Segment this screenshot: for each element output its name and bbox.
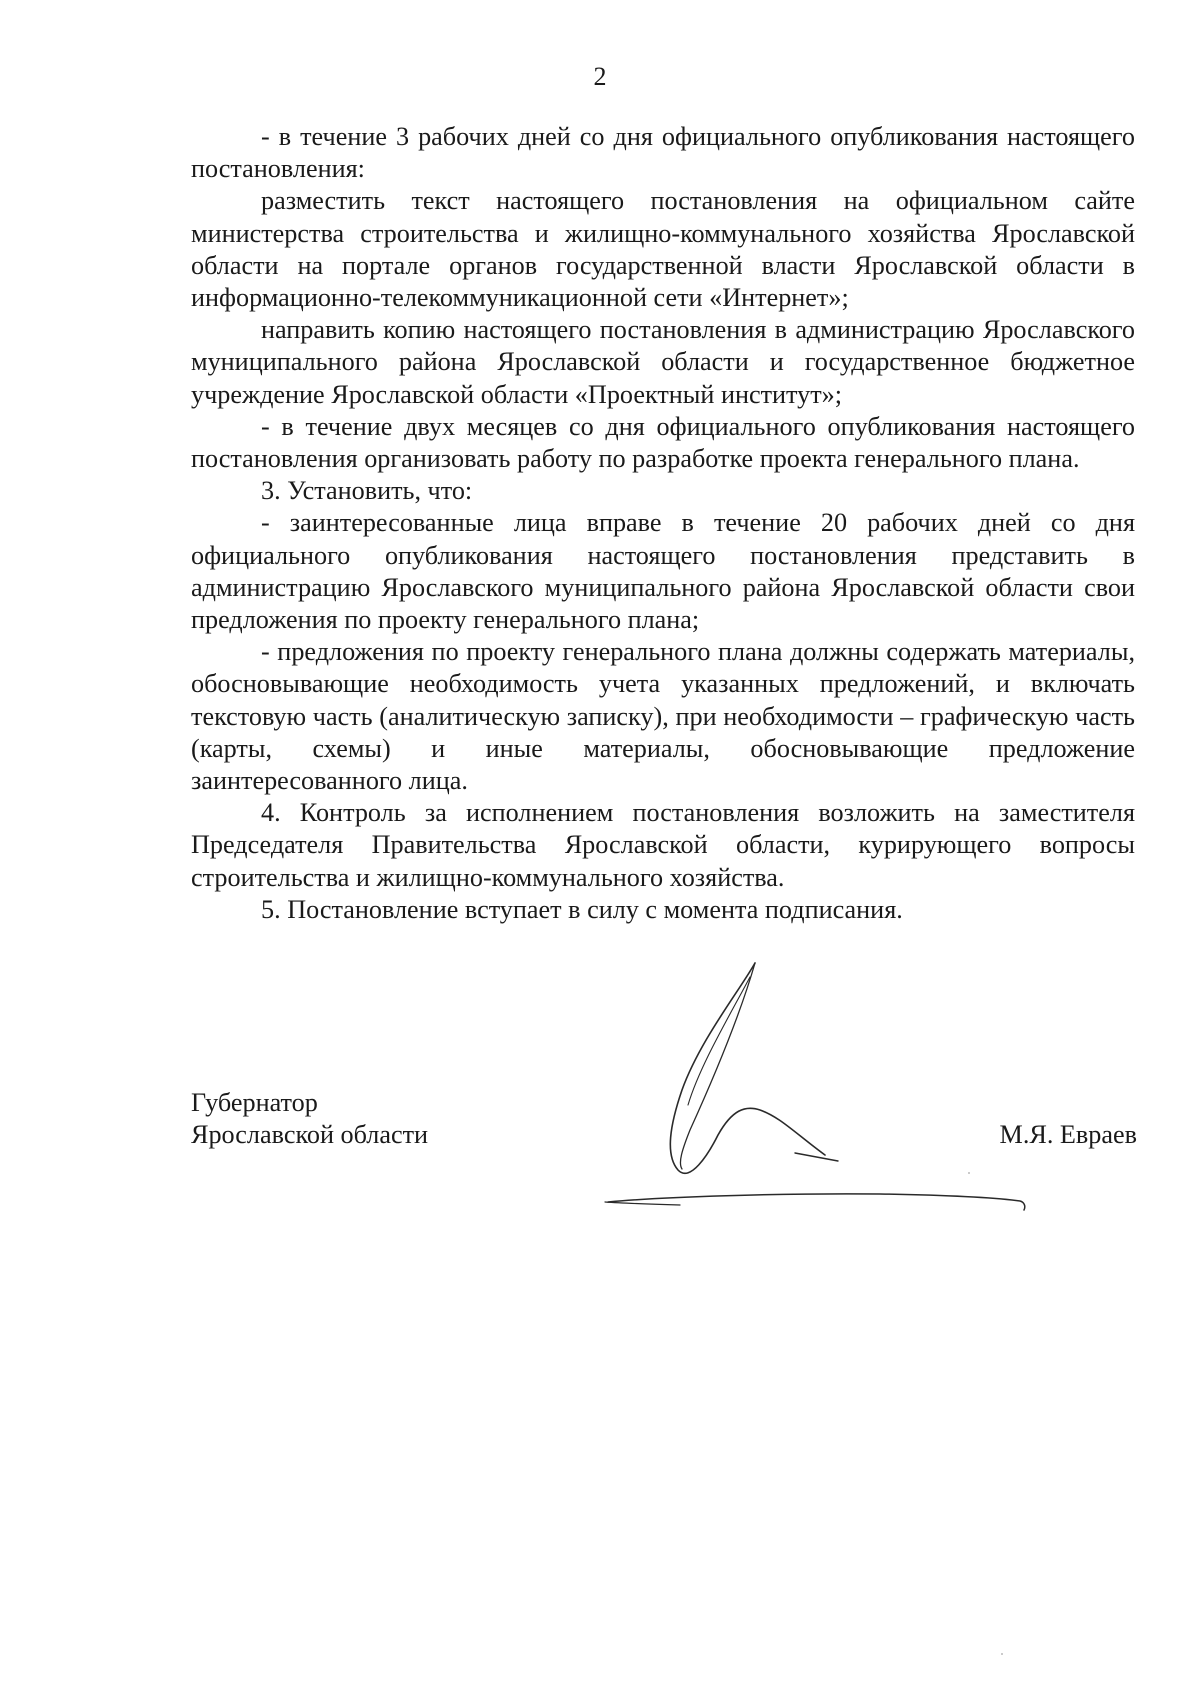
signatory-position-line2: Ярославской области <box>191 1120 429 1149</box>
document-body <box>191 121 1135 926</box>
handwritten-signature <box>590 955 850 1195</box>
signatory-position-line1: Губернатор <box>191 1088 318 1117</box>
paragraph: разместить текст настоящего постановления на официальном сайте министерства строительства и жилищно-коммунального хозяйства Ярославской области на портале органов государственной власти Ярославской области в информационно-телекоммуникационной сети «Интернет»; <box>191 186 1135 313</box>
page-number: 2 <box>593 62 607 91</box>
paragraph: 3. Установить, что: <box>261 476 473 506</box>
paragraph: 5. Постановление вступает в силу с момента подписания. <box>261 894 903 924</box>
paragraph: - в течение двух месяцев со дня официального опубликования настоящего постановления организовать работу по разработке проекта генерального плана. <box>191 411 1135 474</box>
signature-underline <box>600 1188 1030 1218</box>
signatory-name: М.Я. Евраев <box>999 1120 1137 1149</box>
paragraph: направить копию настоящего постановления в администрацию Ярославского муниципального района Ярославской области и государственное бюджетное учреждение Ярославской области «Проектный институт»; <box>191 315 1135 409</box>
paragraph: - предложения по проекту генерального плана должны содержать материалы, обосновывающие необходимость учета указанных предложений, и включать текстовую часть (аналитическую записку), при необходимости – графическую часть (карты, схемы) и иные материалы, обосновывающие предложение заинтересованного лица. <box>191 637 1135 796</box>
scan-speck <box>968 1172 970 1174</box>
paragraph: 4. Контроль за исполнением постановления возложить на заместителя Председателя Правительства Ярославской области, курирующего вопросы строительства и жилищно-коммунального хозяйства. <box>191 798 1135 892</box>
paragraph: - заинтересованные лица вправе в течение 20 рабочих дней со дня официального опубликования настоящего постановления представить в администрацию Ярославского муниципального района Ярославской области свои предложения по проекту генерального плана; <box>191 508 1135 635</box>
scan-speck <box>1001 1653 1003 1655</box>
paragraph: - в течение 3 рабочих дней со дня официального опубликования настоящего постановления: <box>191 122 1135 184</box>
signatory-position <box>191 1087 428 1151</box>
